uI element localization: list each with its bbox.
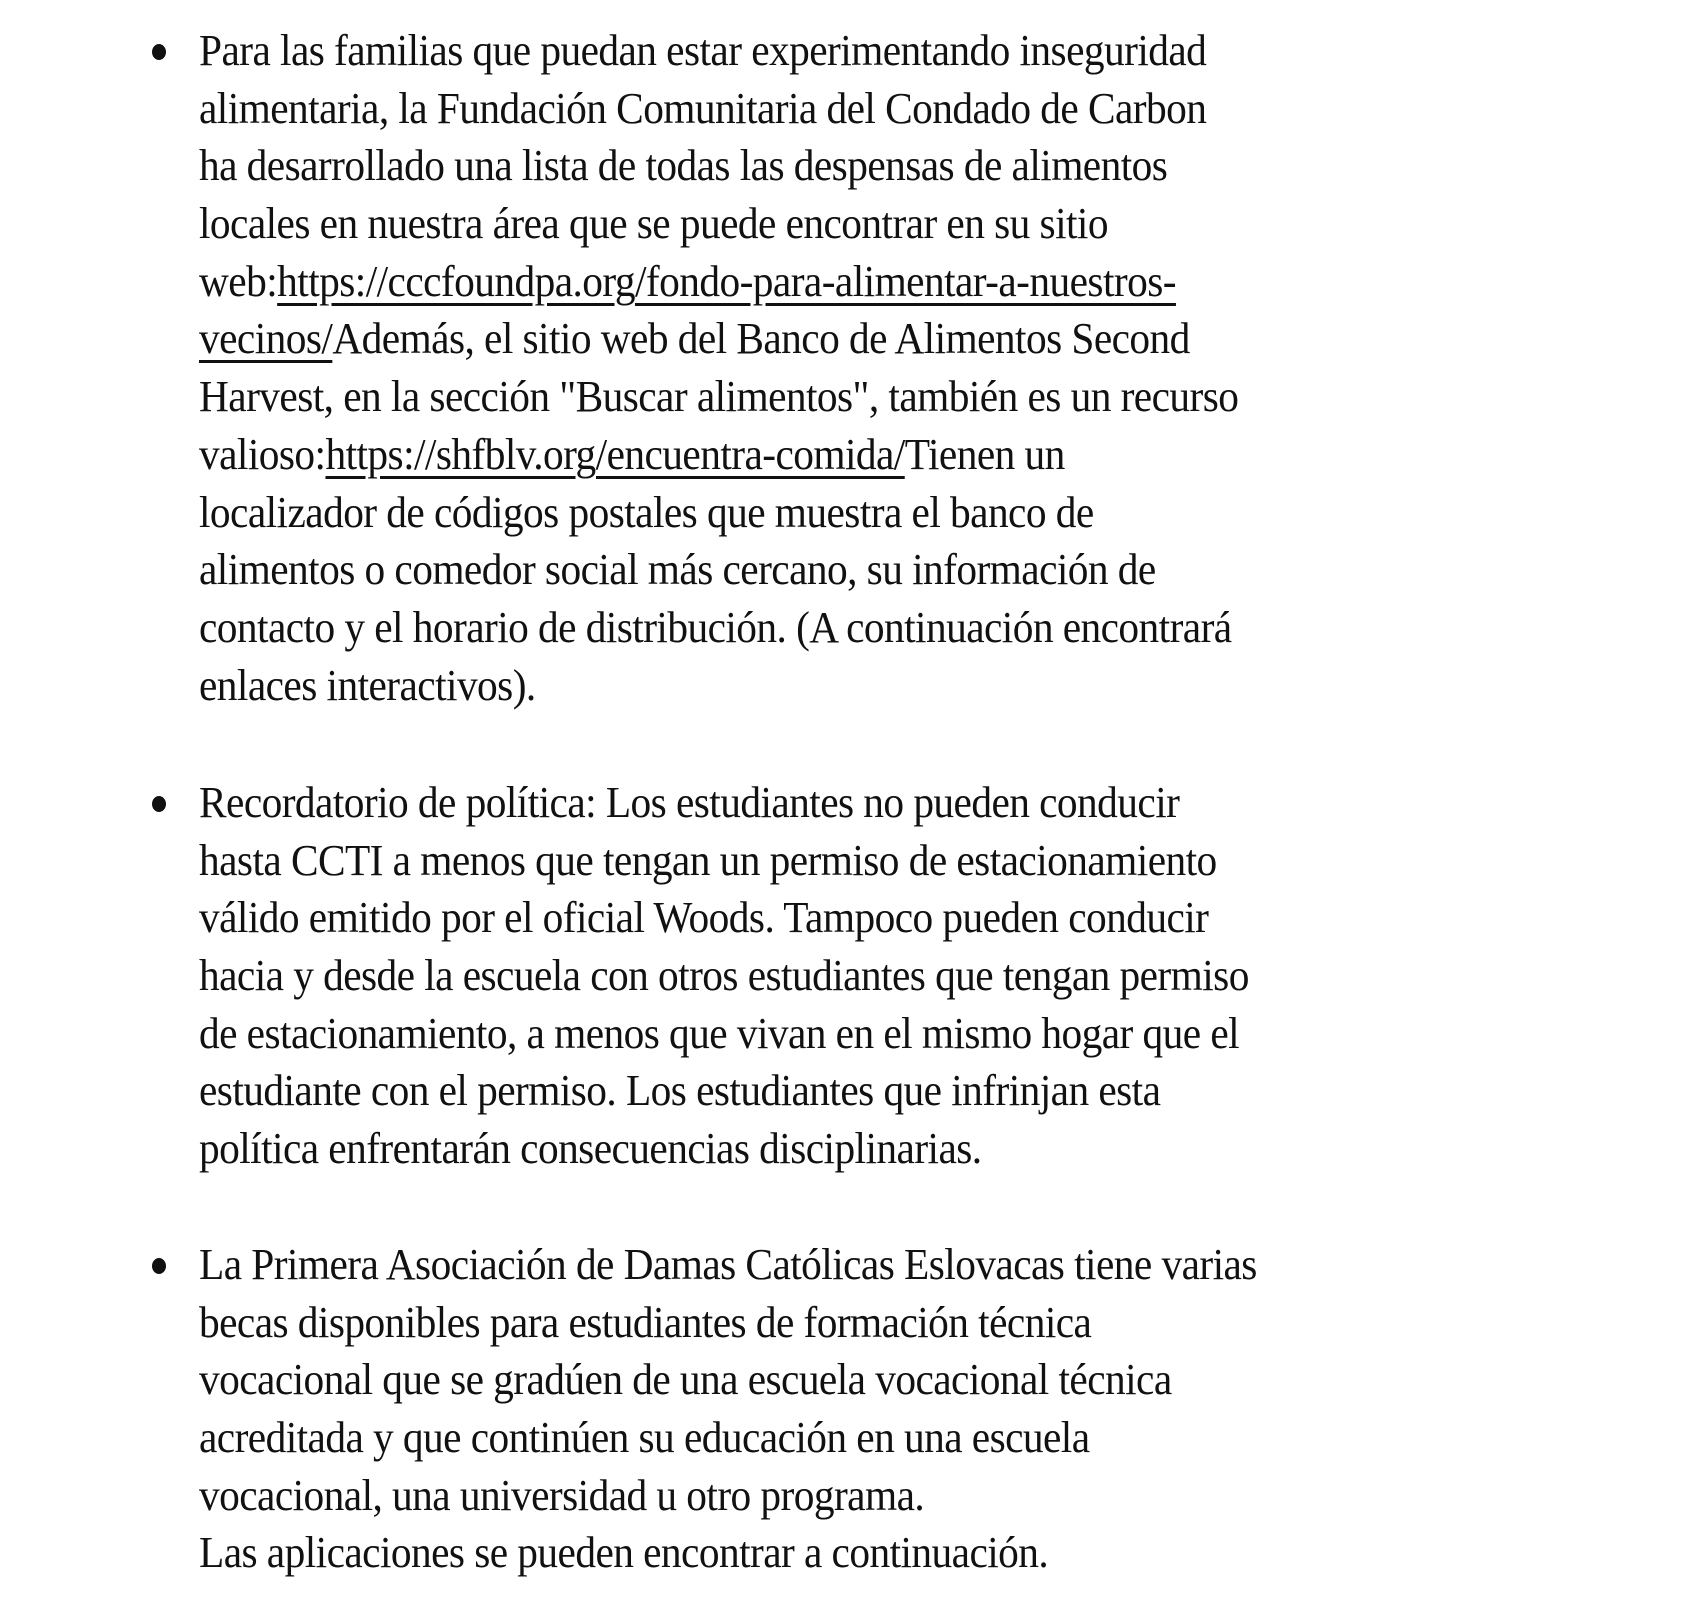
bullet-item-scholarships — [199, 1236, 1649, 1582]
text-line: Las aplicaciones se pueden encontrar a continuación. — [199, 1528, 1049, 1578]
text-fragment: web: — [199, 256, 278, 306]
text-line: de estacionamiento, a menos que vivan en el mismo hogar que el — [199, 1008, 1240, 1058]
text-fragment: Tienen un — [904, 429, 1065, 479]
text-line: Para las familias que puedan estar experimentando inseguridad — [199, 26, 1207, 75]
cccfoundpa-link[interactable]: https://cccfoundpa.org/fondo-para-alimentar-a-nuestros- — [277, 256, 1176, 306]
text-fragment: valioso: — [199, 429, 326, 479]
text-line: Recordatorio de política: Los estudiantes no pueden conducir — [199, 778, 1180, 827]
text-line: válido emitido por el oficial Woods. Tampoco pueden conducir — [199, 893, 1209, 943]
shfblv-link[interactable]: https://shfblv.org/encuentra-comida/ — [325, 429, 905, 479]
text-line: ha desarrollado una lista de todas las despensas de alimentos — [199, 141, 1168, 191]
bullet-item-food-insecurity — [199, 22, 1649, 714]
text-line: política enfrentarán consecuencias disciplinarias. — [199, 1124, 982, 1174]
bullet-icon — [152, 44, 166, 60]
text-line: enlaces interactivos). — [199, 660, 536, 710]
bullet-icon — [152, 1258, 166, 1274]
text-fragment: Además, el sitio web del Banco de Alimentos Second — [332, 314, 1190, 364]
text-line: alimentos o comedor social más cercano, su información de — [199, 545, 1156, 595]
bullet-item-parking-policy — [199, 774, 1649, 1178]
text-line: Harvest, en la sección "Buscar alimentos", también es un recurso — [199, 372, 1239, 422]
text-line: locales en nuestra área que se puede encontrar en su sitio — [199, 199, 1108, 249]
text-line — [199, 310, 1562, 368]
bullet-icon — [152, 796, 166, 812]
text-line — [199, 426, 1562, 484]
text-line — [199, 253, 1562, 311]
text-line: hacia y desde la escuela con otros estudiantes que tengan permiso — [199, 951, 1249, 1001]
text-line: hasta CCTI a menos que tengan un permiso de estacionamiento — [199, 835, 1217, 885]
text-line: alimentaria, la Fundación Comunitaria del Condado de Carbon — [199, 83, 1207, 133]
text-line: contacto y el horario de distribución. (A continuación encontrará — [199, 602, 1232, 652]
text-line: vocacional, una universidad u otro programa. — [199, 1470, 925, 1520]
text-line: acreditada y que continúen su educación en una escuela — [199, 1413, 1090, 1463]
text-line: vocacional que se gradúen de una escuela vocacional técnica — [199, 1355, 1172, 1405]
text-line: La Primera Asociación de Damas Católicas Eslovacas tiene varias — [199, 1240, 1257, 1289]
text-line: localizador de códigos postales que muestra el banco de — [199, 487, 1094, 537]
text-line: becas disponibles para estudiantes de formación técnica — [199, 1297, 1092, 1347]
cccfoundpa-link-continued[interactable]: vecinos/ — [199, 314, 333, 364]
text-line: estudiante con el permiso. Los estudiantes que infrinjan esta — [199, 1066, 1161, 1116]
